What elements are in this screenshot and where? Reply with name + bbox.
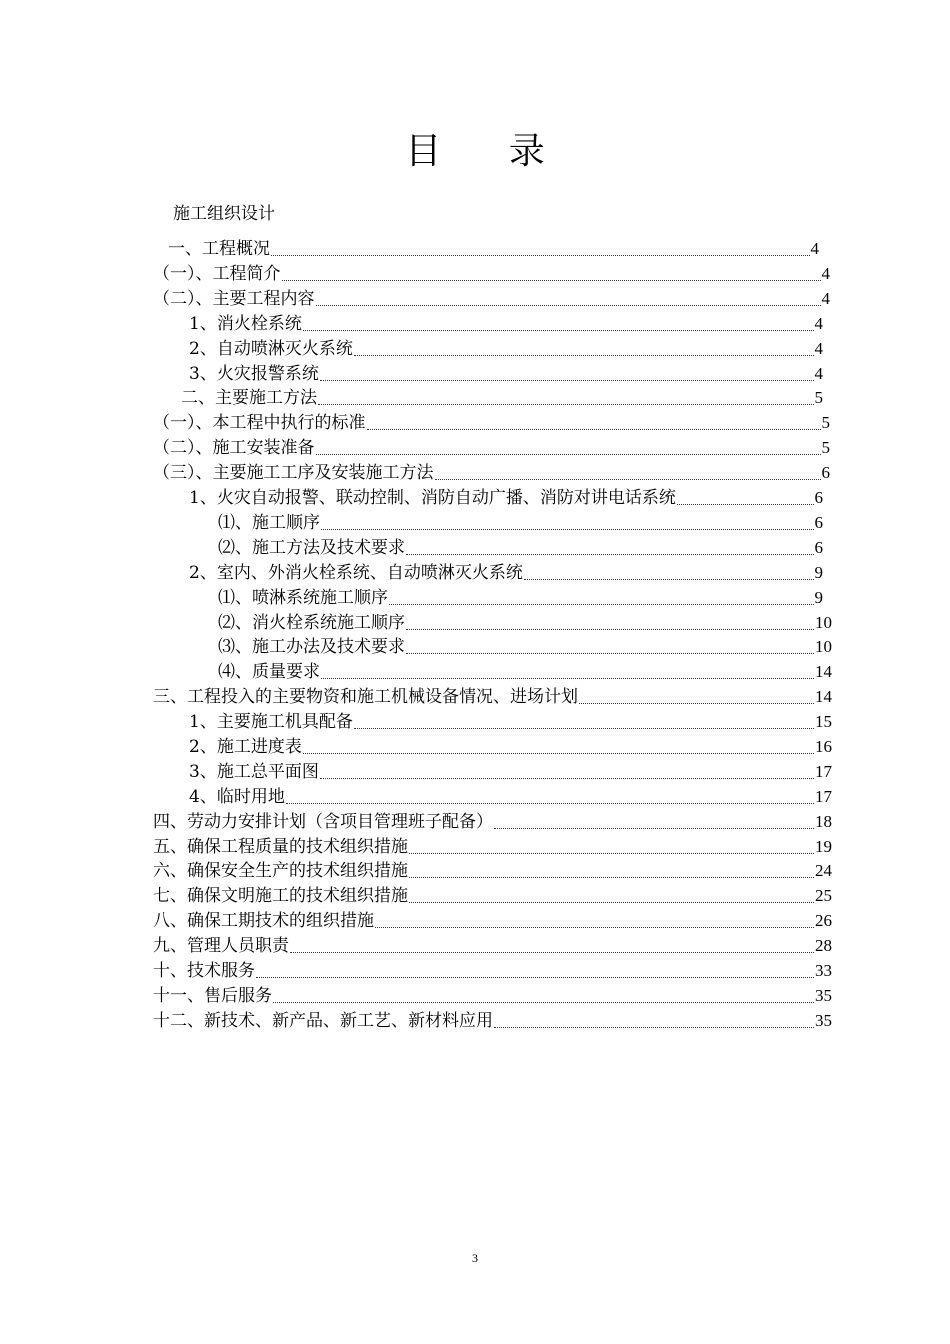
toc-entry[interactable] (189, 312, 823, 336)
toc-entry-text: 四、劳动力安排计划（含项目管理班子配备） (153, 812, 493, 832)
toc-entry-page: 6 (814, 488, 823, 507)
toc-entry-text: 3、火灾报警系统 (189, 364, 319, 384)
toc-leader (435, 478, 821, 480)
toc-entry-text: ⑵、施工方法及技术要求 (218, 538, 405, 558)
toc-entry-text: 一、工程概况 (168, 239, 270, 259)
toc-leader (286, 802, 814, 804)
toc-entry[interactable] (189, 710, 832, 734)
toc-leader (273, 1001, 814, 1003)
toc-entry-text: 4、临时用地 (189, 787, 285, 807)
toc-leader (406, 553, 814, 555)
toc-entry-page: 24 (815, 861, 832, 880)
toc-leader (409, 876, 814, 878)
toc-entry[interactable] (189, 785, 832, 809)
toc-entry-text: 1、消火栓系统 (189, 314, 302, 334)
toc-entry-text: 3、施工总平面图 (189, 762, 319, 782)
toc-entry-text: （三）、主要施工工序及安装施工方法 (153, 463, 434, 483)
toc-entry-page: 5 (821, 413, 830, 432)
toc-title: 目 录 (405, 131, 573, 172)
toc-leader (303, 752, 814, 754)
toc-entry-page: 10 (815, 613, 832, 632)
toc-entry-page: 5 (821, 438, 830, 457)
toc-leader (579, 702, 814, 704)
toc-leader (290, 951, 814, 953)
toc-entry[interactable] (181, 386, 823, 410)
toc-entry-text: 十二、新技术、新产品、新工艺、新材料应用 (153, 1011, 493, 1031)
toc-entry-text: 八、确保工期技术的组织措施 (153, 911, 374, 931)
toc-entry-text: （二）、施工安装准备 (153, 438, 315, 458)
toc-entry-page: 9 (814, 563, 823, 582)
toc-entry-page: 26 (815, 911, 832, 930)
toc-entry[interactable] (218, 660, 832, 684)
toc-entry-page: 4 (814, 364, 823, 383)
toc-leader (375, 926, 814, 928)
toc-entry[interactable] (153, 411, 830, 435)
toc-entry-text: ⑵、消火栓系统施工顺序 (218, 613, 405, 633)
toc-entry-text: 1、火灾自动报警、联动控制、消防自动广播、消防对讲电话系统 (189, 488, 676, 508)
toc-entry-page: 19 (815, 837, 832, 856)
toc-entry-page: 35 (815, 986, 832, 1005)
toc-leader (409, 901, 814, 903)
toc-entry[interactable] (153, 287, 830, 311)
toc-leader (677, 503, 814, 505)
toc-entry[interactable] (189, 362, 823, 386)
toc-entry-text: （一）、工程简介 (153, 264, 281, 284)
toc-entry[interactable] (153, 884, 832, 908)
toc-entry-page: 4 (821, 264, 830, 283)
toc-entry[interactable] (153, 959, 832, 983)
toc-entry-page: 4 (814, 314, 823, 333)
toc-entry[interactable] (189, 486, 823, 510)
toc-entry-page: 6 (821, 463, 830, 482)
toc-entry-page: 33 (815, 961, 832, 980)
toc-entry-text: ⑷、质量要求 (218, 662, 320, 682)
toc-leader (316, 304, 821, 306)
toc-entry-page: 6 (814, 538, 823, 557)
toc-entry-text: ⑴、喷淋系统施工顺序 (218, 588, 388, 608)
toc-entry[interactable] (218, 586, 823, 610)
toc-leader (406, 628, 814, 630)
toc-entry[interactable] (189, 337, 823, 361)
toc-entry-text: 七、确保文明施工的技术组织措施 (153, 886, 408, 906)
toc-entry[interactable] (153, 1009, 832, 1033)
toc-entry-text: 十一、售后服务 (153, 986, 272, 1006)
toc-entry[interactable] (189, 561, 823, 585)
toc-entry[interactable] (218, 536, 823, 560)
toc-entry-page: 14 (815, 662, 832, 681)
toc-entry-page: 9 (814, 588, 823, 607)
page-number: 3 (472, 1251, 478, 1265)
toc-entry[interactable] (189, 735, 832, 759)
toc-entry-text: ⑴、施工顺序 (218, 513, 320, 533)
toc-entry[interactable] (153, 934, 832, 958)
toc-leader (282, 279, 821, 281)
toc-entry[interactable] (168, 237, 819, 261)
toc-leader (524, 578, 814, 580)
toc-entry-text: 2、自动喷淋灭火系统 (189, 339, 353, 359)
toc-entry-text: 六、确保安全生产的技术组织措施 (153, 861, 408, 881)
toc-entry-page: 14 (815, 687, 832, 706)
toc-leader (271, 254, 810, 256)
toc-entry-page: 6 (814, 513, 823, 532)
toc-leader (409, 852, 814, 854)
toc-entry-page: 10 (815, 637, 832, 656)
toc-entry-text: 十、技术服务 (153, 961, 255, 981)
toc-leader (321, 677, 814, 679)
toc-leader (256, 976, 814, 978)
toc-entry[interactable] (153, 685, 832, 709)
toc-entry[interactable] (153, 436, 830, 460)
toc-entry-text: 九、管理人员职责 (153, 936, 289, 956)
toc-leader (406, 652, 814, 654)
toc-entry-page: 16 (815, 737, 832, 756)
toc-entry-text: 二、主要施工方法 (181, 388, 317, 408)
toc-entry[interactable] (153, 810, 832, 834)
toc-entry-page: 4 (821, 289, 830, 308)
toc-entry[interactable] (153, 909, 832, 933)
toc-entry-text: 2、室内、外消火栓系统、自动喷淋灭火系统 (189, 563, 523, 583)
toc-entry-text: 2、施工进度表 (189, 737, 302, 757)
toc-entry-text: ⑶、施工办法及技术要求 (218, 637, 405, 657)
toc-leader (303, 329, 814, 331)
toc-entry-page: 25 (815, 886, 832, 905)
toc-entry-text: 五、确保工程质量的技术组织措施 (153, 837, 408, 857)
toc-entry[interactable] (153, 262, 830, 286)
toc-entry-text: 1、主要施工机具配备 (189, 712, 353, 732)
toc-entry-text: 三、工程投入的主要物资和施工机械设备情况、进场计划 (153, 687, 578, 707)
toc-entry[interactable] (218, 635, 832, 659)
toc-leader (316, 453, 821, 455)
toc-entry-page: 17 (815, 787, 832, 806)
toc-entry[interactable] (218, 511, 823, 535)
toc-entry-page: 17 (815, 762, 832, 781)
toc-entry-page: 4 (810, 239, 819, 258)
toc-entry[interactable] (153, 461, 830, 485)
toc-leader (367, 428, 821, 430)
toc-leader (354, 354, 814, 356)
toc-entry-page: 4 (814, 339, 823, 358)
toc-entry-page: 35 (815, 1011, 832, 1030)
toc-leader (494, 827, 814, 829)
toc-leader (389, 603, 814, 605)
document-subtitle: 施工组织设计 (173, 204, 275, 224)
toc-entry-page: 28 (815, 936, 832, 955)
toc-entry[interactable] (153, 984, 832, 1008)
toc-entry-page: 18 (815, 812, 832, 831)
toc-leader (321, 528, 814, 530)
toc-leader (318, 403, 814, 405)
toc-entry[interactable] (218, 611, 832, 635)
toc-leader (320, 379, 814, 381)
toc-entry-page: 15 (815, 712, 832, 731)
toc-entry-page: 5 (814, 388, 823, 407)
toc-leader (494, 1026, 814, 1028)
toc-entry[interactable] (153, 859, 832, 883)
toc-entry[interactable] (189, 760, 832, 784)
toc-leader (354, 727, 814, 729)
toc-entry-text: （一）、本工程中执行的标准 (153, 413, 366, 433)
toc-leader (320, 777, 814, 779)
toc-entry[interactable] (153, 835, 832, 859)
toc-entry-text: （二）、主要工程内容 (153, 289, 315, 309)
